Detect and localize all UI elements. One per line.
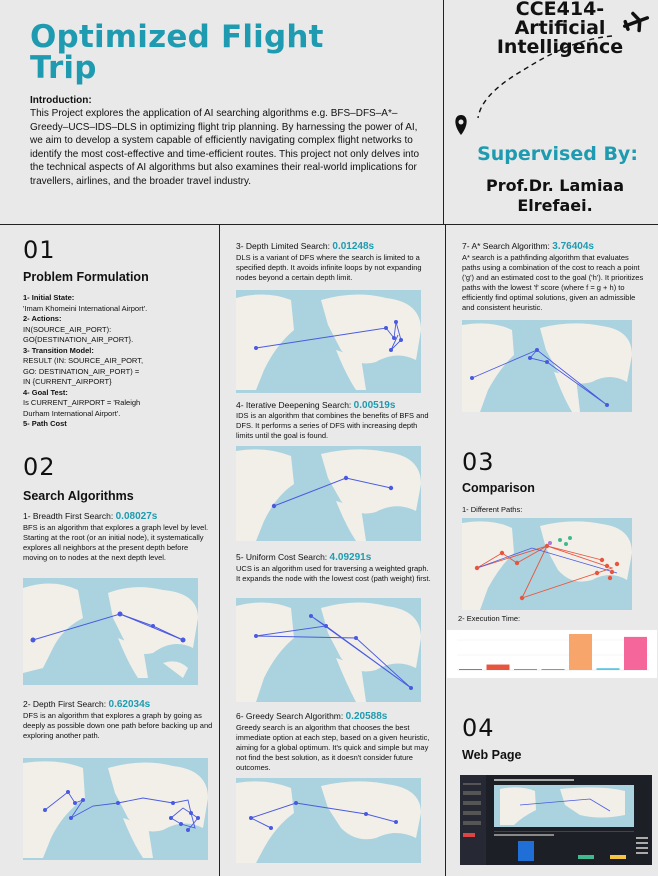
title-line-1: Optimized Flight [30,19,324,55]
supervisor-name [455,176,655,216]
pf-cost-label: 5- Path Cost [23,419,67,428]
astar-name: 7- A* Search Algorithm: [462,241,550,251]
dfs-heading [23,699,150,710]
bfs-description: BFS is an algorithm that explores a graph level by level. Starting at the root (or an initial node), it systematically explores all neighbors at the present depth before moving on to nodes at the next depth level. [23,523,209,562]
dfs-description: DFS is an algorithm that explores a graph by going as deeply as possible down one path before backing up and exploring another path. [23,711,213,740]
supervisor-line-1: Prof.Dr. Lamiaa [485,176,625,195]
bfs-map [23,578,198,685]
greedy-map [236,778,421,863]
pf-actions-value-2: GO{DESTINATION_AIR_PORT}. [23,335,134,344]
section-01-title: Problem Formulation [23,270,149,284]
supervisor-line-2: Elrefaei. [517,196,593,215]
section-04-number: 04 [462,714,495,742]
ucs-name: 5- Uniform Cost Search: [236,552,328,562]
astar-map [462,320,632,412]
dfs-time: 0.62034s [108,699,151,710]
pf-transition-value-1: RESULT (IN: SOURCE_AIR_PORT, [23,356,144,365]
execution-time-label: 2- Execution Time: [458,614,521,623]
greedy-name: 6- Greedy Search Algorithm: [236,711,344,721]
bfs-time: 0.08027s [115,511,158,522]
exec-bar-7 [624,637,647,670]
ucs-description: UCS is an algorithm used for traversing a weighted graph. It expands the node with the lowest cost (path weight) first. [236,564,431,583]
pf-goal-value-2: Durham International Airport'. [23,408,121,418]
exec-bar-2 [487,665,510,670]
astar-description: A* search is a pathfinding algorithm that evaluates paths using a combination of the cost to reach a point ('g') and an estimated cost to the goal ('h'). It prioritizes paths with the lowest 'f' score (where f = g + h) to efficiently find optimal solutions, given an admissible and consistent heuristic. [462,253,644,312]
airplane-icon [622,9,651,34]
greedy-description: Greedy search is an algorithm that chooses the best immediate option at each step, based on a given heuristic, aiming for a global optimum. It's quick and simple but may not find the best solution, as it doesn't consider future outcomes. [236,723,430,772]
exec-bar-1 [459,669,482,670]
execution-time-chart [447,630,657,678]
ids-map [236,446,421,541]
ids-name: 4- Iterative Deepening Search: [236,400,352,410]
greedy-time: 0.20588s [345,711,388,722]
dls-time: 0.01248s [332,241,375,252]
pf-actions-label: 2- Actions: [23,314,62,323]
section-02-number: 02 [23,453,56,481]
astar-time: 3.76404s [552,241,594,252]
intro-text: This Project explores the application of AI searching algorithms e.g. BFS–DFS–A*–Greedy–UCS–IDS–DLS in optimizing flight trip planning. By harnessing the power of AI, we aim to develop a system capable of efficiently navigating complex flight networks to identify the most cost-effective and time-efficient routes. This project not only delves into the technical aspects of AI algorithms but also examines their real-world implications for travellers, airlines, and the broader travel industry. [30,108,420,187]
course-line-3: Intelligence [496,36,624,58]
flight-path-decoration [450,0,658,145]
ucs-time: 4.09291s [329,552,372,563]
ucs-map [236,598,421,702]
course-code: CCE414- [515,0,605,20]
dfs-name: 2- Depth First Search: [23,699,107,709]
pf-transition-label: 3- Transition Model: [23,345,94,355]
dls-heading [236,241,374,252]
greedy-heading [236,711,387,722]
pf-transition-value-2: GO: DESTINATION_AIR_PORT) = [23,366,140,376]
comparison-map [462,518,632,610]
pf-actions-value-1: IN(SOURCE_AIR_PORT): [23,324,112,334]
map-pin-icon [455,115,466,135]
problem-formulation [23,293,213,430]
dls-name: 3- Depth Limited Search: [236,241,331,251]
bfs-name: 1- Breadth First Search: [23,511,114,521]
section-01-number: 01 [23,236,56,264]
course-line-2: Artificial [514,17,606,39]
pf-initial-value: 'Imam Khomeini International Airport'. [23,303,148,313]
pf-initial-label: 1- Initial State: [23,293,75,302]
section-03-number: 03 [462,448,495,476]
section-03-title: Comparison [462,481,535,495]
ucs-heading [236,552,371,563]
astar-heading [462,241,594,252]
bfs-heading [23,511,157,522]
dls-description: DLS is a variant of DFS where the search is limited to a specified depth. It avoids infinite loops by not expanding nodes beyond a certain depth limit. [236,253,422,282]
supervised-by-label: Supervised By: [477,143,638,165]
exec-bar-4 [542,669,565,670]
pf-goal-value-1: Is CURRENT_AIRPORT = 'Raleigh [23,398,141,407]
dfs-map [23,758,208,860]
pf-goal-label: 4- Goal Test: [23,387,68,397]
different-paths-label: 1- Different Paths: [462,505,523,514]
pf-transition-value-3: IN {CURRENT_AIRPORT} [23,377,112,386]
ids-time: 0.00519s [353,400,396,411]
dls-map [236,290,421,393]
exec-bar-3 [514,669,537,670]
intro-heading: Introduction: [30,95,92,106]
ids-heading [236,400,395,411]
page-title [30,19,430,86]
ids-description: IDS is an algorithm that combines the benefits of BFS and DFS. It performs a series of DFS with increasing depth limits until the goal is found. [236,411,429,440]
section-02-title: Search Algorithms [23,489,134,503]
exec-bar-5 [569,634,592,670]
web-page-screenshot [460,775,652,865]
exec-bar-6 [597,668,620,670]
section-04-title: Web Page [462,748,522,762]
title-line-2: Trip [30,50,97,86]
